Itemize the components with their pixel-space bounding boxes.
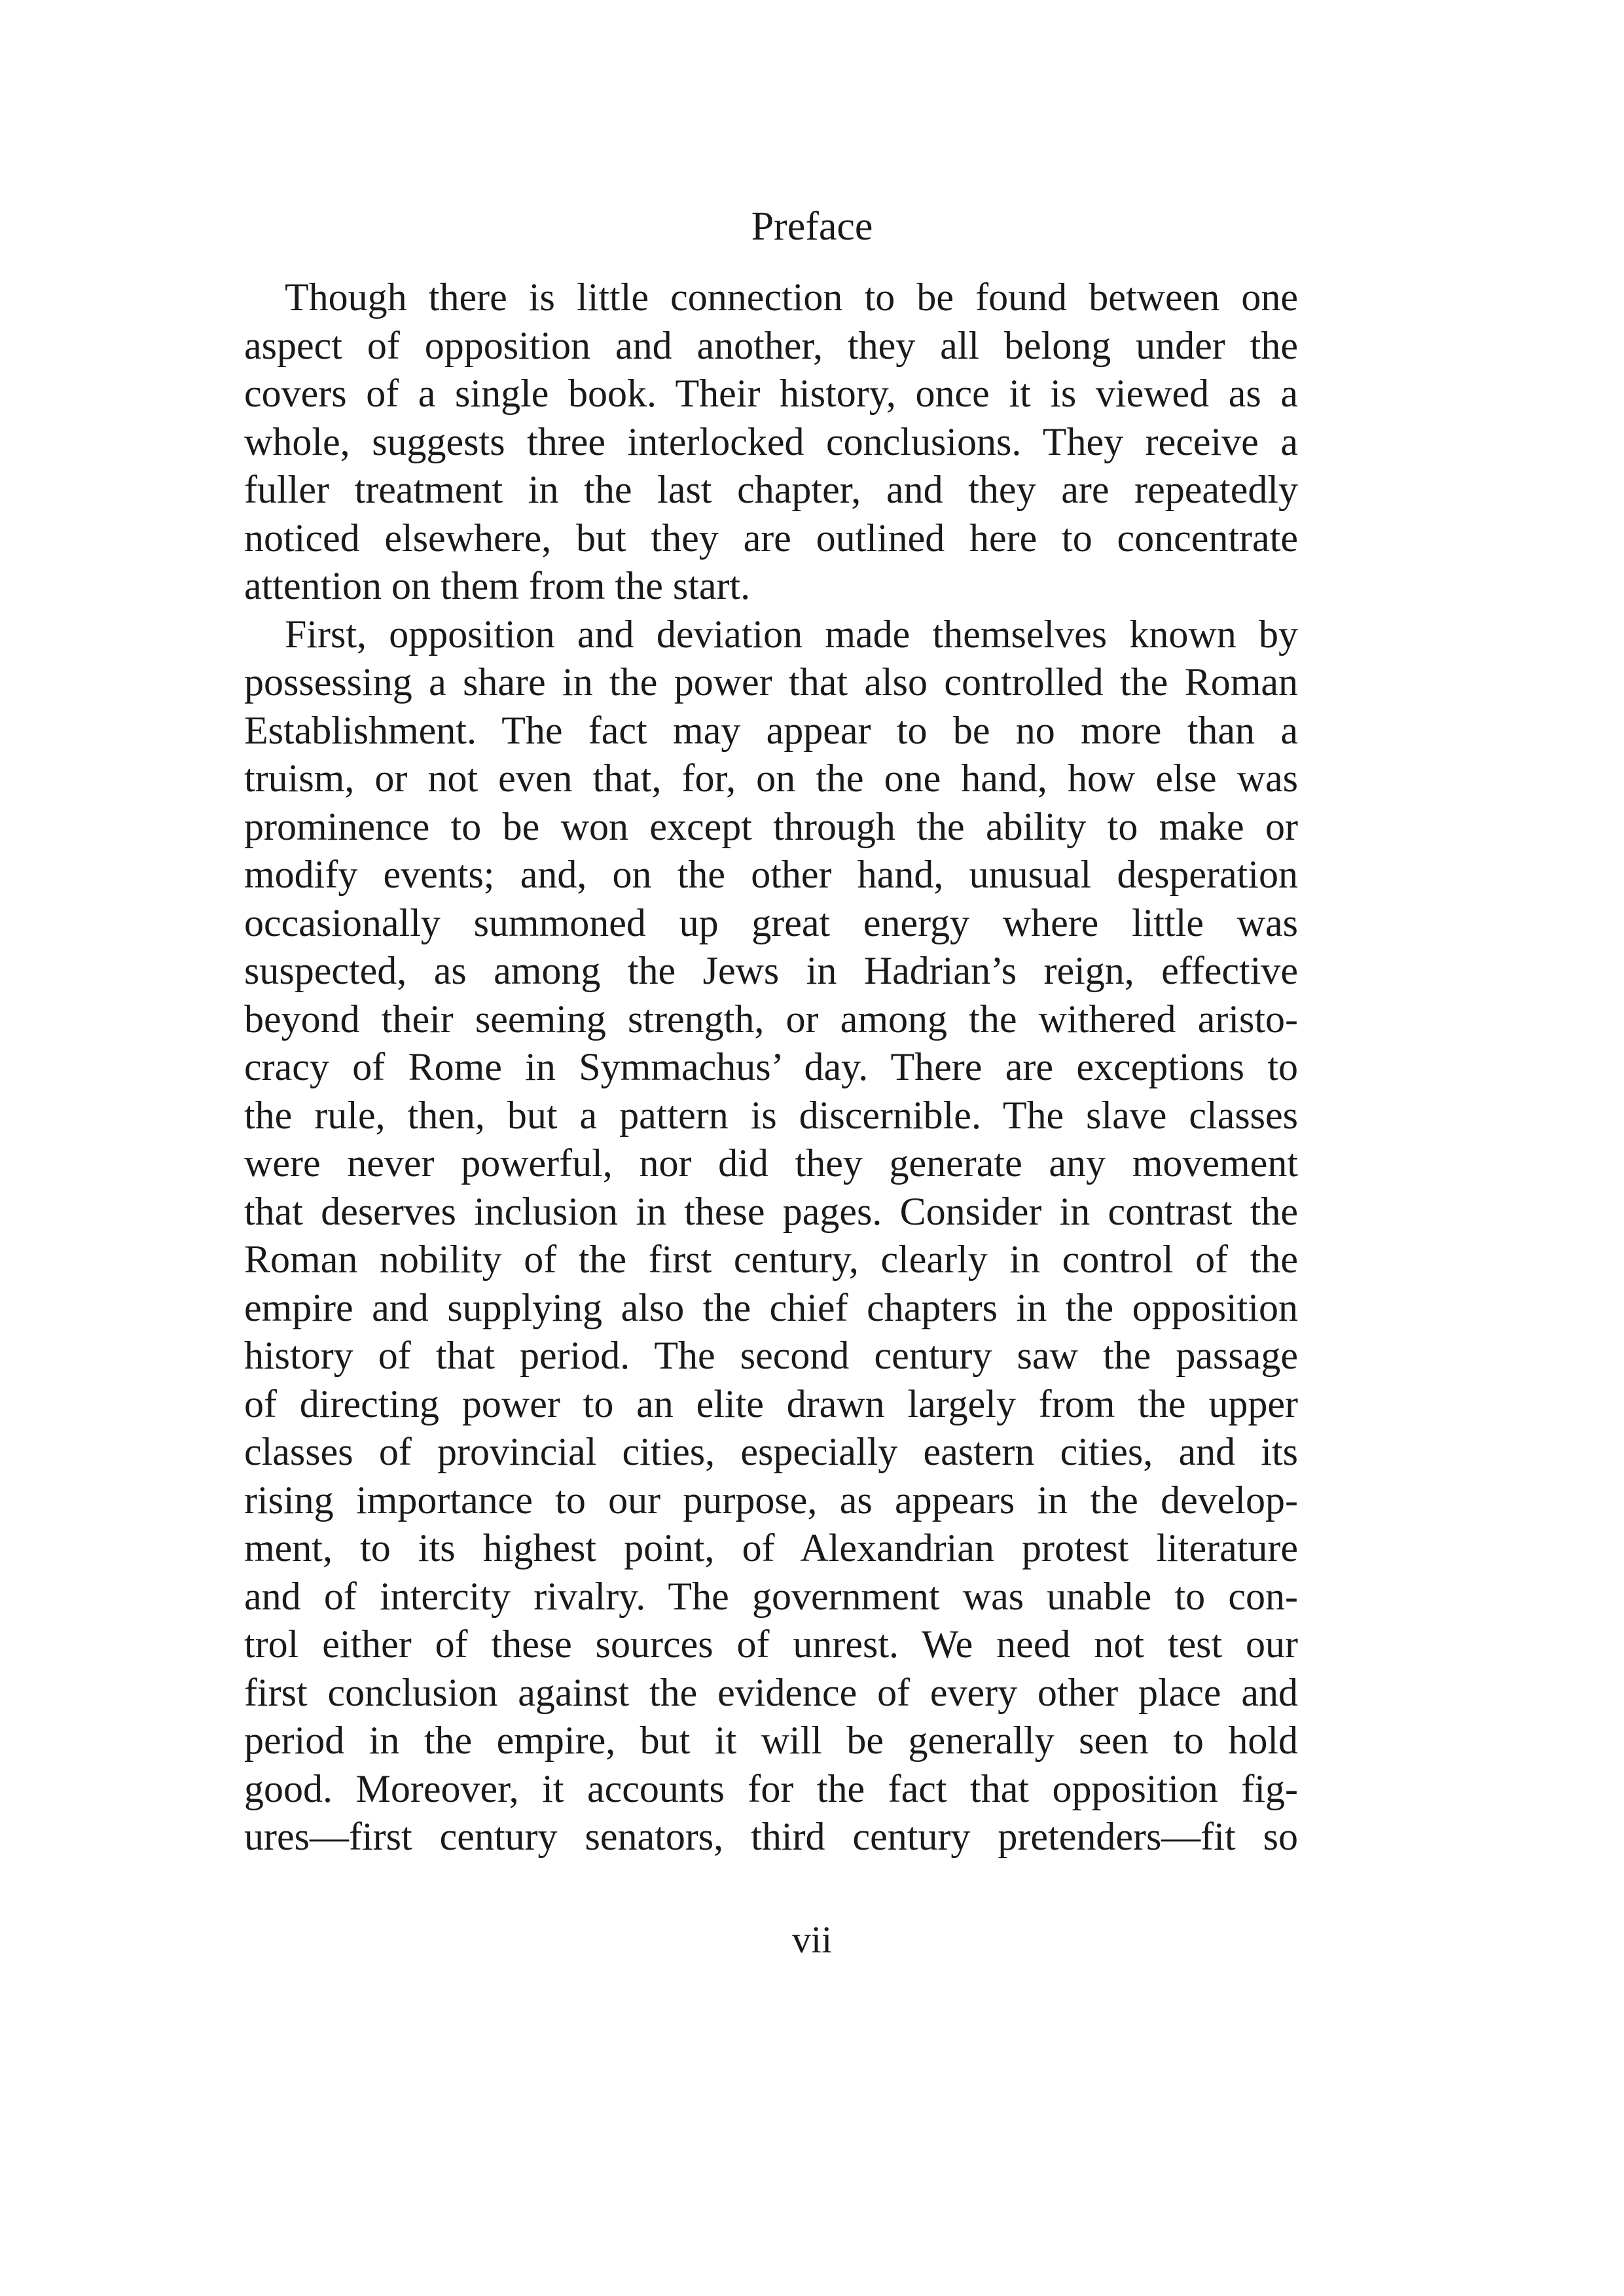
text-line: good. Moreover, it accounts for the fact that opposition fig-: [244, 1767, 1298, 1810]
text-line: the rule, then, but a pattern is discernible. The slave classes: [244, 1093, 1298, 1137]
text-line: possessing a share in the power that also controlled the Roman: [244, 660, 1298, 704]
text-line: of directing power to an elite drawn largely from the upper: [244, 1382, 1298, 1426]
text-line: and of intercity rivalry. The government was unable to con-: [244, 1574, 1298, 1618]
text-line: cracy of Rome in Symmachus’ day. There are exceptions to: [244, 1045, 1298, 1088]
paragraph-1: [244, 274, 1298, 611]
text-line: modify events; and, on the other hand, unusual desperation: [244, 853, 1298, 896]
text-line: fuller treatment in the last chapter, and they are repeatedly: [244, 468, 1298, 511]
text-line: ures—first century senators, third century pretenders—fit so: [244, 1815, 1298, 1858]
paragraph-2: [244, 611, 1298, 1861]
text-line: empire and supplying also the chief chapters in the opposition: [244, 1285, 1298, 1329]
text-line: history of that period. The second century saw the passage: [244, 1334, 1298, 1377]
text-line: attention on them from the start.: [244, 564, 751, 607]
text-line: occasionally summoned up great energy where little was: [244, 901, 1298, 944]
page-number: vii: [791, 1918, 833, 1961]
preface-body: [244, 274, 1298, 1861]
text-line: Though there is little connection to be found between one: [285, 276, 1298, 319]
text-line: ment, to its highest point, of Alexandrian protest literature: [244, 1526, 1298, 1570]
text-line: covers of a single book. Their history, once it is viewed as a: [244, 372, 1298, 415]
text-line: First, opposition and deviation made themselves known by: [285, 612, 1298, 656]
text-line: aspect of opposition and another, they all belong under the: [244, 323, 1298, 367]
text-line: noticed elsewhere, but they are outlined here to concentrate: [244, 516, 1298, 560]
text-line: suspected, as among the Jews in Hadrian’s reign, effective: [244, 949, 1298, 992]
text-line: prominence to be won except through the ability to make or: [244, 804, 1298, 848]
text-line: period in the empire, but it will be generally seen to hold: [244, 1719, 1298, 1762]
text-line: trol either of these sources of unrest. We need not test our: [244, 1623, 1298, 1666]
text-line: beyond their seeming strength, or among the withered aristo-: [244, 997, 1298, 1041]
text-line: Establishment. The fact may appear to be no more than a: [244, 708, 1298, 752]
text-line: classes of provincial cities, especially eastern cities, and its: [244, 1430, 1298, 1473]
text-line: Roman nobility of the first century, clearly in control of the: [244, 1238, 1298, 1281]
text-line: whole, suggests three interlocked conclusions. They receive a: [244, 420, 1298, 463]
text-line: truism, or not even that, for, on the one hand, how else was: [244, 757, 1298, 800]
text-line: first conclusion against the evidence of every other place and: [244, 1670, 1298, 1714]
text-line: rising importance to our purpose, as appears in the develop-: [244, 1478, 1298, 1522]
page-title: Preface: [751, 204, 873, 249]
text-line: were never powerful, nor did they generate any movement: [244, 1141, 1298, 1185]
text-line: that deserves inclusion in these pages. Consider in contrast the: [244, 1189, 1298, 1233]
